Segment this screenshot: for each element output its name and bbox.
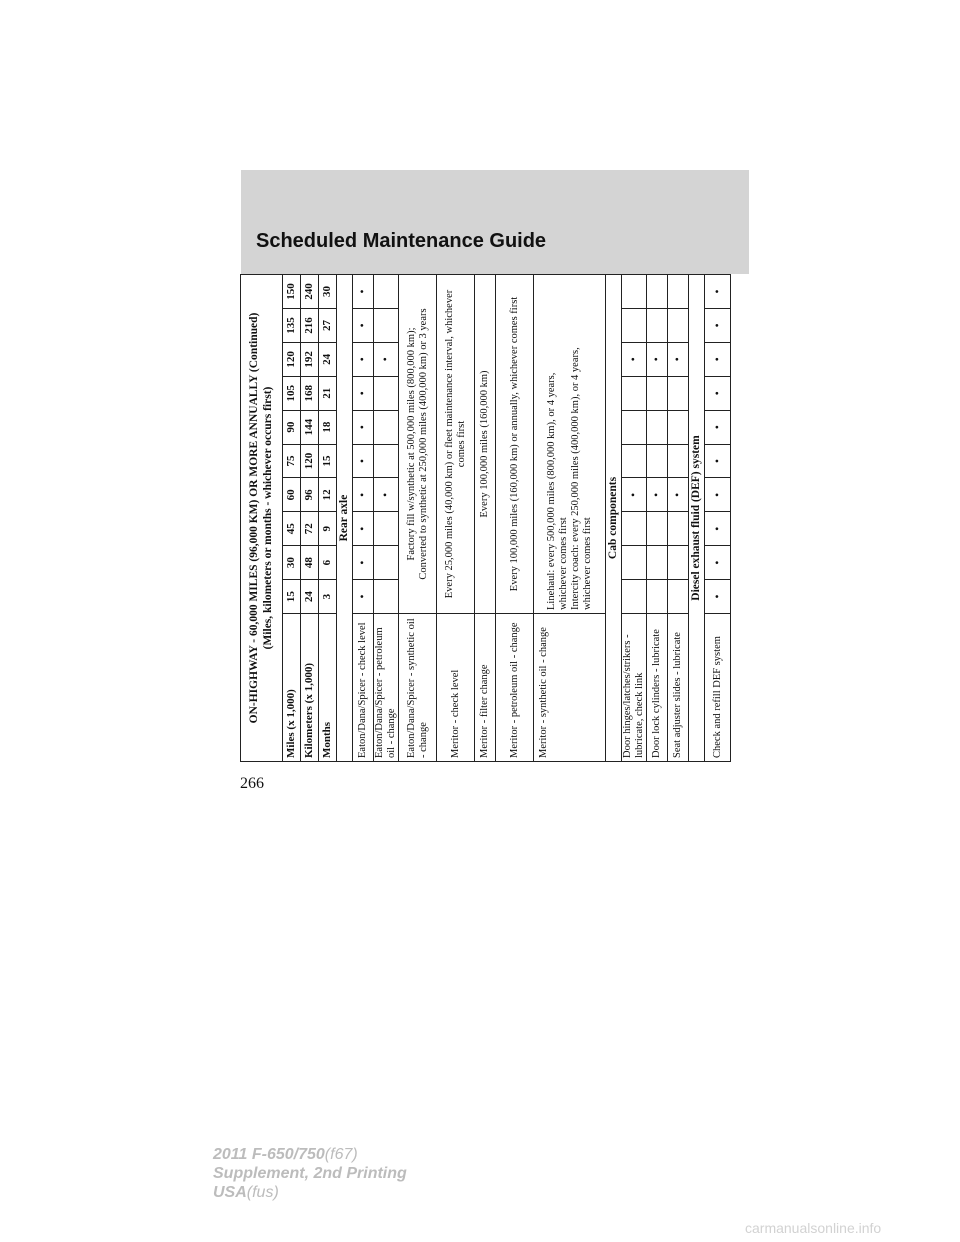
item-interval-note xyxy=(534,275,606,614)
item-label: Meritor - petroleum oil - change xyxy=(496,614,534,762)
months-value: 9 xyxy=(319,512,337,546)
service-dot: • xyxy=(353,546,374,580)
item-label: Door hinges/latches/strikers - lubricate, check link xyxy=(622,614,647,762)
maintenance-table xyxy=(240,274,731,762)
header-band xyxy=(241,170,749,274)
footer-model-code: (f67) xyxy=(324,1146,358,1163)
maintenance-table-frame xyxy=(240,274,724,762)
service-dot: • xyxy=(705,410,731,444)
miles-value: 60 xyxy=(283,478,301,512)
km-value: 168 xyxy=(301,376,319,410)
service-dot: • xyxy=(622,478,647,512)
table-row xyxy=(437,275,475,762)
service-dot: • xyxy=(705,308,731,342)
maintenance-table-rotated xyxy=(240,274,724,762)
footer-market-code: (fus) xyxy=(246,1184,279,1201)
table-row xyxy=(622,275,647,762)
service-dot: • xyxy=(374,342,399,376)
service-dot: • xyxy=(353,512,374,546)
km-value: 120 xyxy=(301,444,319,478)
service-dot: • xyxy=(705,512,731,546)
months-value: 18 xyxy=(319,410,337,444)
table-title xyxy=(241,275,283,762)
header-label-miles: Miles (x 1,000) xyxy=(283,614,301,762)
footer-printing: Supplement, 2nd Printing xyxy=(213,1165,407,1182)
months-value: 24 xyxy=(319,342,337,376)
table-row xyxy=(668,275,689,762)
note-line: Linehaul: every 500,000 miles (800,000 km), or 4 years, whichever comes first xyxy=(545,372,569,610)
miles-value: 75 xyxy=(283,444,301,478)
service-dot: • xyxy=(705,444,731,478)
service-dot: • xyxy=(374,478,399,512)
km-value: 192 xyxy=(301,342,319,376)
months-value: 6 xyxy=(319,546,337,580)
km-value: 24 xyxy=(301,580,319,614)
table-row xyxy=(353,275,374,762)
service-dot: • xyxy=(668,478,689,512)
km-value: 72 xyxy=(301,512,319,546)
item-label: Eaton/Dana/Spicer - synthetic oil - change xyxy=(399,614,437,762)
header-row-months xyxy=(319,275,337,762)
service-dot: • xyxy=(647,342,668,376)
table-row xyxy=(534,275,606,762)
header-label-months: Months xyxy=(319,614,337,762)
km-value: 48 xyxy=(301,546,319,580)
page-number: 266 xyxy=(240,775,264,792)
item-interval-note: Every 100,000 miles (160,000 km) or annually, whichever comes first xyxy=(496,275,534,614)
item-label: Check and refill DEF system xyxy=(705,614,731,762)
service-dot: • xyxy=(353,410,374,444)
miles-value: 105 xyxy=(283,376,301,410)
miles-value: 120 xyxy=(283,342,301,376)
note-line: Intercity coach: every 250,000 miles (400,000 km), or 4 years, whichever comes first xyxy=(569,347,593,610)
item-label: Eaton/Dana/Spicer - petroleum oil - change xyxy=(374,614,399,762)
item-interval-note xyxy=(399,275,437,614)
months-value: 27 xyxy=(319,308,337,342)
section-heading-rear-axle: Rear axle xyxy=(337,275,353,762)
table-row xyxy=(496,275,534,762)
table-row xyxy=(705,275,731,762)
note-line: Factory fill w/synthetic at 500,000 miles (800,000 km); xyxy=(405,327,417,561)
months-value: 3 xyxy=(319,580,337,614)
service-dot: • xyxy=(705,580,731,614)
service-dot: • xyxy=(647,478,668,512)
months-value: 30 xyxy=(319,275,337,309)
service-dot: • xyxy=(705,478,731,512)
item-label: Door lock cylinders - lubricate xyxy=(647,614,668,762)
item-label: Seat adjuster slides - lubricate xyxy=(668,614,689,762)
service-dot: • xyxy=(705,275,731,309)
service-dot: • xyxy=(705,342,731,376)
section-heading-def-system: Diesel exhaust fluid (DEF) system xyxy=(689,275,705,762)
km-value: 144 xyxy=(301,410,319,444)
item-label: Meritor - check level xyxy=(437,614,475,762)
item-interval-note: Every 25,000 miles (40,000 km) or fleet maintenance interval, whichever comes first xyxy=(437,275,475,614)
service-dot: • xyxy=(353,308,374,342)
months-value: 12 xyxy=(319,478,337,512)
table-row xyxy=(475,275,496,762)
miles-value: 30 xyxy=(283,546,301,580)
service-dot: • xyxy=(353,580,374,614)
service-dot: • xyxy=(705,546,731,580)
header-row-miles xyxy=(283,275,301,762)
miles-value: 45 xyxy=(283,512,301,546)
service-dot: • xyxy=(668,342,689,376)
item-label: Meritor - filter change xyxy=(475,614,496,762)
item-label: Eaton/Dana/Spicer - check level xyxy=(353,614,374,762)
miles-value: 15 xyxy=(283,580,301,614)
service-dot: • xyxy=(353,444,374,478)
months-value: 21 xyxy=(319,376,337,410)
watermark: carmanualsonline.info xyxy=(745,1220,882,1236)
footer-model: 2011 F-650/750 xyxy=(213,1146,325,1163)
service-dot: • xyxy=(353,342,374,376)
table-title-line1: ON-HIGHWAY - 60,000 MILES (96,000 KM) OR MORE ANNUALLY (Continued) xyxy=(248,312,261,724)
note-line: Converted to synthetic at 250,000 miles (400,000 km) or 3 years xyxy=(417,308,429,580)
service-dot: • xyxy=(622,342,647,376)
service-dot: • xyxy=(353,376,374,410)
header-row-kilometers xyxy=(301,275,319,762)
section-heading-cab-components: Cab components xyxy=(606,275,622,762)
header-label-kilometers: Kilometers (x 1,000) xyxy=(301,614,319,762)
print-footer xyxy=(213,1145,407,1202)
service-dot: • xyxy=(705,376,731,410)
table-row xyxy=(399,275,437,762)
miles-value: 135 xyxy=(283,308,301,342)
item-label: Meritor - synthetic oil - change xyxy=(534,614,606,762)
km-value: 96 xyxy=(301,478,319,512)
miles-value: 90 xyxy=(283,410,301,444)
km-value: 240 xyxy=(301,275,319,309)
km-value: 216 xyxy=(301,308,319,342)
table-row xyxy=(374,275,399,762)
service-dot: • xyxy=(353,478,374,512)
section-title: Scheduled Maintenance Guide xyxy=(256,230,547,252)
service-dot: • xyxy=(353,275,374,309)
table-row xyxy=(647,275,668,762)
miles-value: 150 xyxy=(283,275,301,309)
footer-market: USA xyxy=(213,1184,247,1201)
table-title-line2: (Miles, kilometers or months - whichever occurs first) xyxy=(261,386,274,650)
months-value: 15 xyxy=(319,444,337,478)
item-interval-note: Every 100,000 miles (160,000 km) xyxy=(475,275,496,614)
